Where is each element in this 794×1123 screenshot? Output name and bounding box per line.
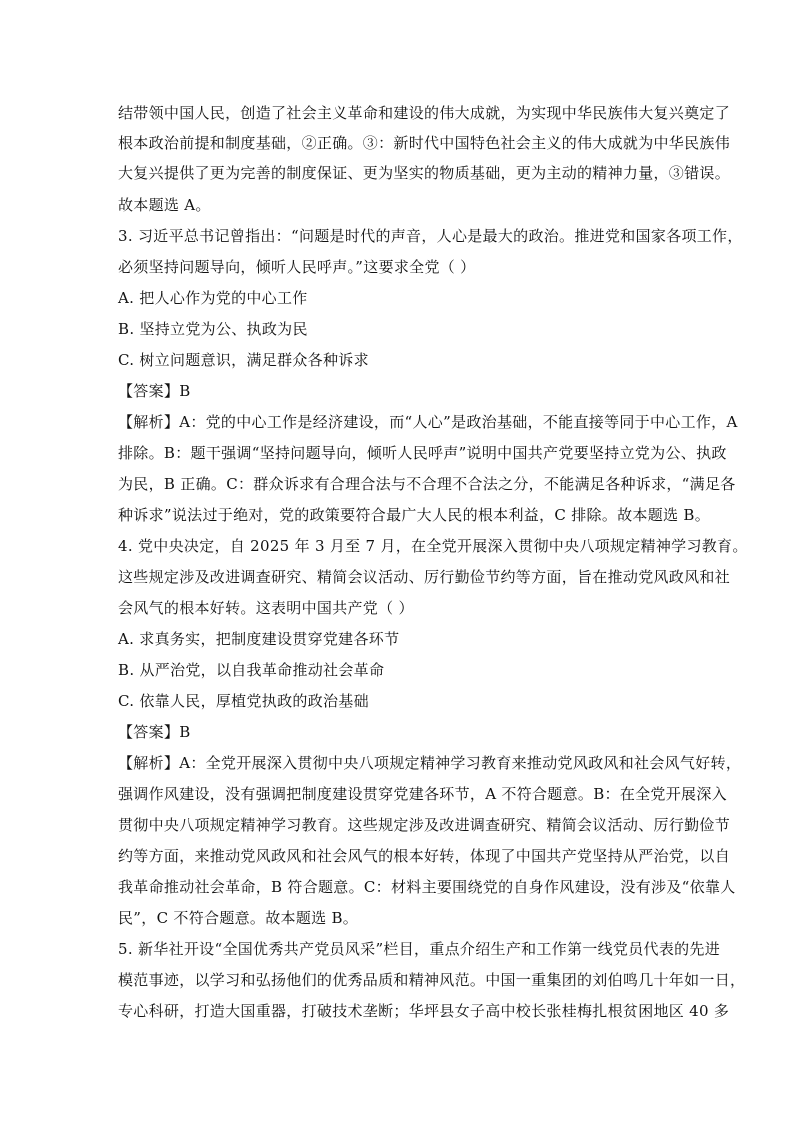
text-line: 大复兴提供了更为完善的制度保证、更为坚实的物质基础，更为主动的精神力量，③错误。 <box>118 164 731 182</box>
question-3-stem: 3. 习近平总书记曾指出：“问题是时代的声音，人心是最大的政治。推进党和国家各项工作， <box>118 227 743 245</box>
question-4-stem: 这些规定涉及改进调查研究、精简会议活动、厉行勤俭节约等方面，旨在推动党风政风和社 <box>118 568 731 586</box>
explanation-text: 排除。B：题干强调“坚持问题导向，倾听人民呼声”说明中国共产党要坚持立党为公、执政 <box>118 444 727 462</box>
explanation-text: 我革命推动社会革命，B 符合题意。C：材料主要围绕党的自身作风建设，没有涉及“依靠人 <box>118 878 736 896</box>
option-c: C. 树立问题意识，满足群众各种诉求 <box>118 351 369 369</box>
answer-label: 【答案】B <box>118 382 191 400</box>
explanation-text: 民”，C 不符合题意。故本题选 B。 <box>118 909 359 927</box>
explanation-text: 贯彻中央八项规定精神学习教育。这些规定涉及改进调查研究、精简会议活动、厉行勤俭节 <box>118 816 731 834</box>
explanation-text: 约等方面，来推动党风政风和社会风气的根本好转，体现了中国共产党坚持从严治党，以自 <box>118 847 731 865</box>
answer-label: 【答案】B <box>118 723 191 741</box>
explanation-text: 【解析】A：党的中心工作是经济建设，而“人心”是政治基础，不能直接等同于中心工作，A <box>118 413 738 431</box>
explanation-text: 强调作风建设，没有强调把制度建设贯穿党建各环节，A 不符合题意。B：在全党开展深入 <box>118 785 727 803</box>
question-5-stem: 专心科研，打造大国重器，打破技术垄断；华坪县女子高中校长张桂梅扎根贫困地区 40 多 <box>118 1002 730 1020</box>
explanation-text: 为民，B 正确。C：群众诉求有合理合法与不合理不合法之分，不能满足各种诉求，“满足各 <box>118 475 736 493</box>
question-4-stem: 4. 党中央决定，自 2025 年 3 月至 7 月，在全党开展深入贯彻中央八项规定精神学习教育。 <box>118 537 748 555</box>
question-3-stem: 必须坚持问题导向，倾听人民呼声。”这要求全党（ ） <box>118 258 476 276</box>
option-c: C. 依靠人民，厚植党执政的政治基础 <box>118 692 369 710</box>
option-b: B. 坚持立党为公、执政为民 <box>118 320 308 338</box>
text-line: 结带领中国人民，创造了社会主义革命和建设的伟大成就，为实现中华民族伟大复兴奠定了 <box>118 104 731 122</box>
option-a: A. 求真务实，把制度建设贯穿党建各环节 <box>118 630 400 648</box>
text-line: 故本题选 A。 <box>118 196 211 214</box>
option-a: A. 把人心作为党的中心工作 <box>118 289 308 307</box>
question-5-stem: 5. 新华社开设“全国优秀共产党员风采”栏目，重点介绍生产和工作第一线党员代表的先进 <box>118 940 721 958</box>
text-line: 根本政治前提和制度基础，②正确。③：新时代中国特色社会主义的伟大成就为中华民族伟 <box>118 134 731 152</box>
option-b: B. 从严治党，以自我革命推动社会革命 <box>118 661 385 679</box>
explanation-text: 【解析】A：全党开展深入贯彻中央八项规定精神学习教育来推动党风政风和社会风气好转， <box>118 754 742 772</box>
explanation-text: 种诉求”说法过于绝对，党的政策要符合最广大人民的根本利益，C 排除。故本题选 B。 <box>118 506 711 524</box>
question-5-stem: 模范事迹，以学习和弘扬他们的优秀品质和精神风范。中国一重集团的刘伯鸣几十年如一日， <box>118 971 746 989</box>
question-4-stem: 会风气的根本好转。这表明中国共产党（ ） <box>118 599 414 617</box>
